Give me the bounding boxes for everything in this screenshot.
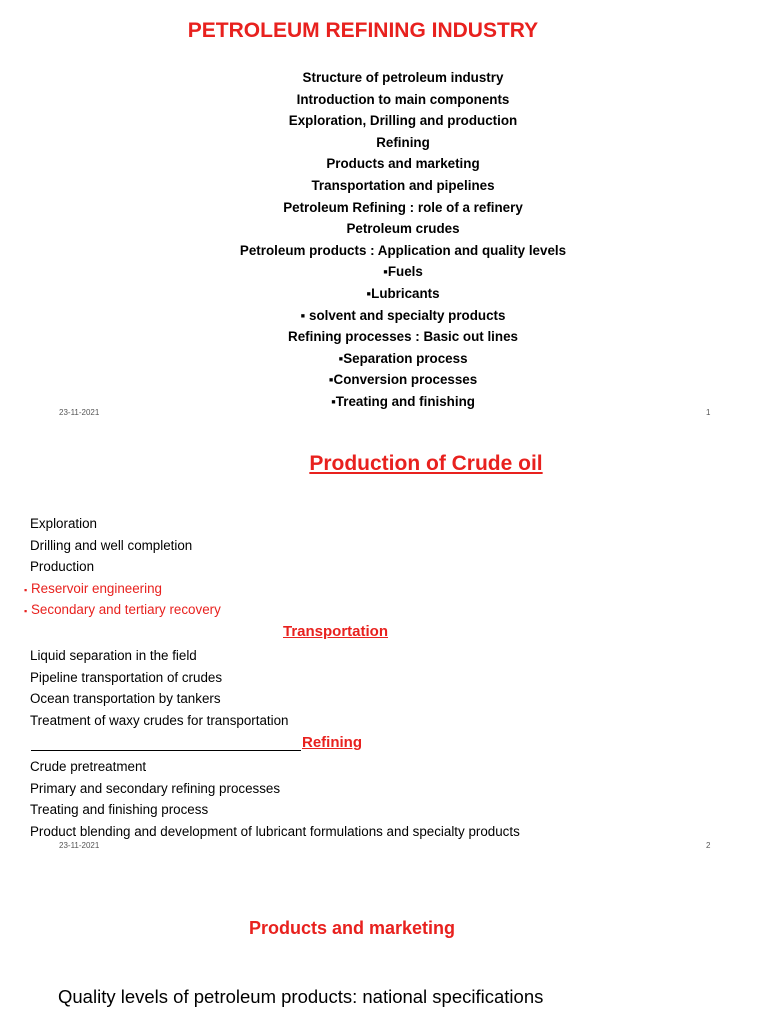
- refining-rule-line: [31, 750, 301, 751]
- contents-item: Refining: [376, 134, 430, 150]
- contents-item: Petroleum products : Application and quality levels: [239, 242, 567, 258]
- production-item-label: Drilling and well completion: [30, 537, 193, 553]
- slide-3-body-text: Quality levels of petroleum products: national specifications: [58, 986, 544, 1007]
- transportation-item: Pipeline transportation of crudes: [30, 669, 223, 685]
- slide-3-cutoff-line: [58, 1018, 678, 1024]
- contents-item: ▪ solvent and specialty products: [300, 307, 506, 323]
- contents-item: ▪Fuels: [383, 264, 423, 280]
- transportation-item: Treatment of waxy crudes for transportation: [30, 712, 289, 728]
- slide-2-date: 23-11-2021: [59, 841, 100, 850]
- refining-item: Treating and finishing process: [30, 802, 209, 818]
- refining-item: Crude pretreatment: [30, 759, 147, 774]
- slide-1-title: PETROLEUM REFINING INDUSTRY: [187, 19, 539, 42]
- contents-list: [0, 67, 768, 413]
- contents-item: Introduction to main components: [296, 91, 510, 107]
- contents-item: ▪Separation process: [338, 350, 468, 366]
- production-item: [24, 599, 221, 621]
- production-item-label: Exploration: [30, 516, 97, 531]
- production-item-label: Production: [30, 559, 95, 575]
- contents-item: Petroleum crudes: [346, 221, 460, 237]
- contents-item: Exploration, Drilling and production: [288, 113, 518, 129]
- slide-2: [0, 430, 768, 862]
- contents-item: Refining processes : Basic out lines: [288, 329, 518, 345]
- refining-heading: Refining: [302, 734, 362, 751]
- slide-1-date: 23-11-2021: [59, 408, 100, 417]
- slide-3: [0, 862, 768, 1024]
- production-item-label: Secondary and tertiary recovery: [31, 602, 221, 618]
- production-item: [24, 556, 221, 578]
- contents-item: ▪Lubricants: [366, 285, 440, 301]
- contents-item: ▪Conversion processes: [328, 372, 478, 388]
- refining-item: Product blending and development of lubricant formulations and specialty products: [30, 823, 520, 839]
- refining-item: Primary and secondary refining processes: [30, 780, 281, 796]
- square-bullet-icon: ▪: [24, 584, 28, 595]
- production-item: [24, 578, 221, 600]
- transportation-list: [30, 645, 289, 731]
- slide-3-title: Products and marketing: [248, 918, 456, 938]
- contents-item: Products and marketing: [326, 156, 480, 172]
- square-bullet-icon: ▪: [24, 606, 28, 617]
- contents-item: ▪Treating and finishing: [331, 393, 475, 409]
- contents-item: Structure of petroleum industry: [302, 70, 504, 85]
- slide-1-page-number: 1: [706, 408, 711, 417]
- production-list: [24, 513, 221, 621]
- transportation-item: Ocean transportation by tankers: [30, 691, 221, 707]
- transportation-item: Liquid separation in the field: [30, 648, 197, 663]
- slide-1: [0, 0, 768, 430]
- production-item: [24, 535, 221, 557]
- refining-list: [30, 756, 520, 842]
- slide-2-title: Production of Crude oil: [309, 452, 543, 475]
- contents-item: Petroleum Refining : role of a refinery: [283, 199, 523, 215]
- slide-2-page-number: 2: [706, 841, 711, 850]
- contents-item: Transportation and pipelines: [311, 177, 495, 193]
- production-item: [24, 513, 221, 535]
- production-item-label: Reservoir engineering: [31, 580, 163, 596]
- transportation-heading: Transportation: [283, 623, 389, 640]
